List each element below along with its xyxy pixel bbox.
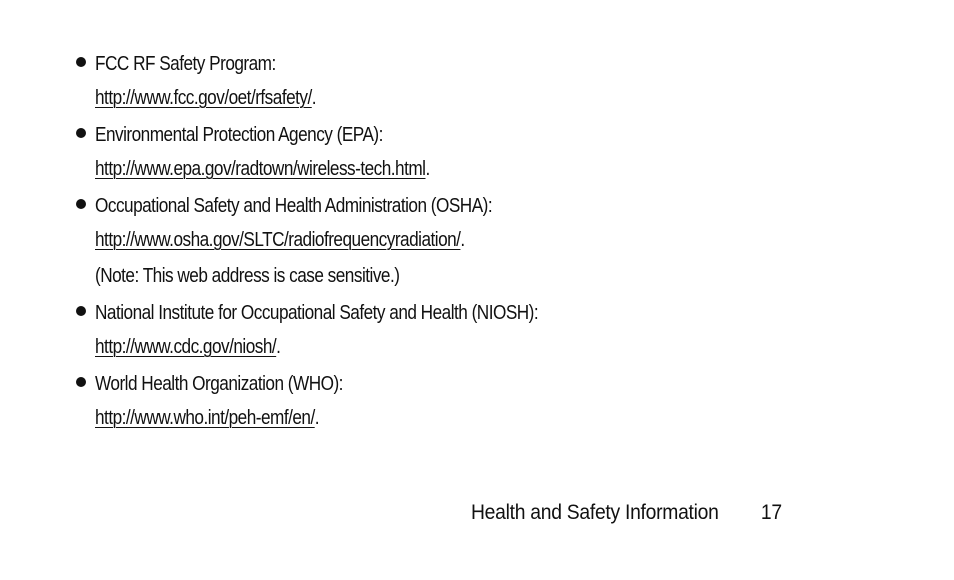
list-item-who: [76, 370, 876, 436]
who-link[interactable]: http://www.who.int/peh-emf/en/: [95, 407, 315, 429]
item-title: FCC RF Safety Program:: [95, 53, 276, 75]
url-punct: .: [425, 158, 430, 180]
item-title: Occupational Safety and Health Administration (OSHA):: [95, 195, 493, 217]
footer-section-title: Health and Safety Information: [471, 501, 719, 524]
bullet-icon: [76, 306, 86, 316]
item-url-line: [95, 80, 767, 116]
osha-link[interactable]: http://www.osha.gov/SLTC/radiofrequencyradiation/: [95, 229, 461, 251]
page-footer: [471, 498, 782, 528]
list-item-fcc: [76, 50, 876, 116]
url-punct: .: [314, 407, 319, 429]
url-punct: .: [276, 336, 281, 358]
page-number: 17: [760, 501, 782, 524]
list-item-niosh: [76, 299, 876, 365]
item-url-line: [95, 151, 767, 187]
item-note: (Note: This web address is case sensitive.): [95, 265, 400, 287]
url-punct: .: [311, 87, 317, 109]
epa-link[interactable]: http://www.epa.gov/radtown/wireless-tech.html: [95, 158, 426, 180]
bullet-icon: [76, 128, 86, 138]
list-item-osha: [76, 192, 876, 294]
bullet-icon: [76, 199, 86, 209]
item-url-line: [95, 329, 767, 365]
bullet-icon: [76, 57, 86, 67]
item-title: Environmental Protection Agency (EPA):: [95, 124, 383, 146]
bullet-icon: [76, 377, 86, 387]
fcc-link[interactable]: http://www.fcc.gov/oet/rfsafety/: [95, 87, 312, 109]
niosh-link[interactable]: http://www.cdc.gov/niosh/: [95, 336, 277, 358]
url-punct: .: [460, 229, 465, 251]
resource-list: [76, 50, 876, 441]
list-item-epa: [76, 121, 876, 187]
item-url-line: [95, 400, 767, 436]
item-title: National Institute for Occupational Safety and Health (NIOSH):: [95, 302, 539, 324]
item-title: World Health Organization (WHO):: [95, 373, 343, 395]
item-url-line: [95, 222, 767, 258]
